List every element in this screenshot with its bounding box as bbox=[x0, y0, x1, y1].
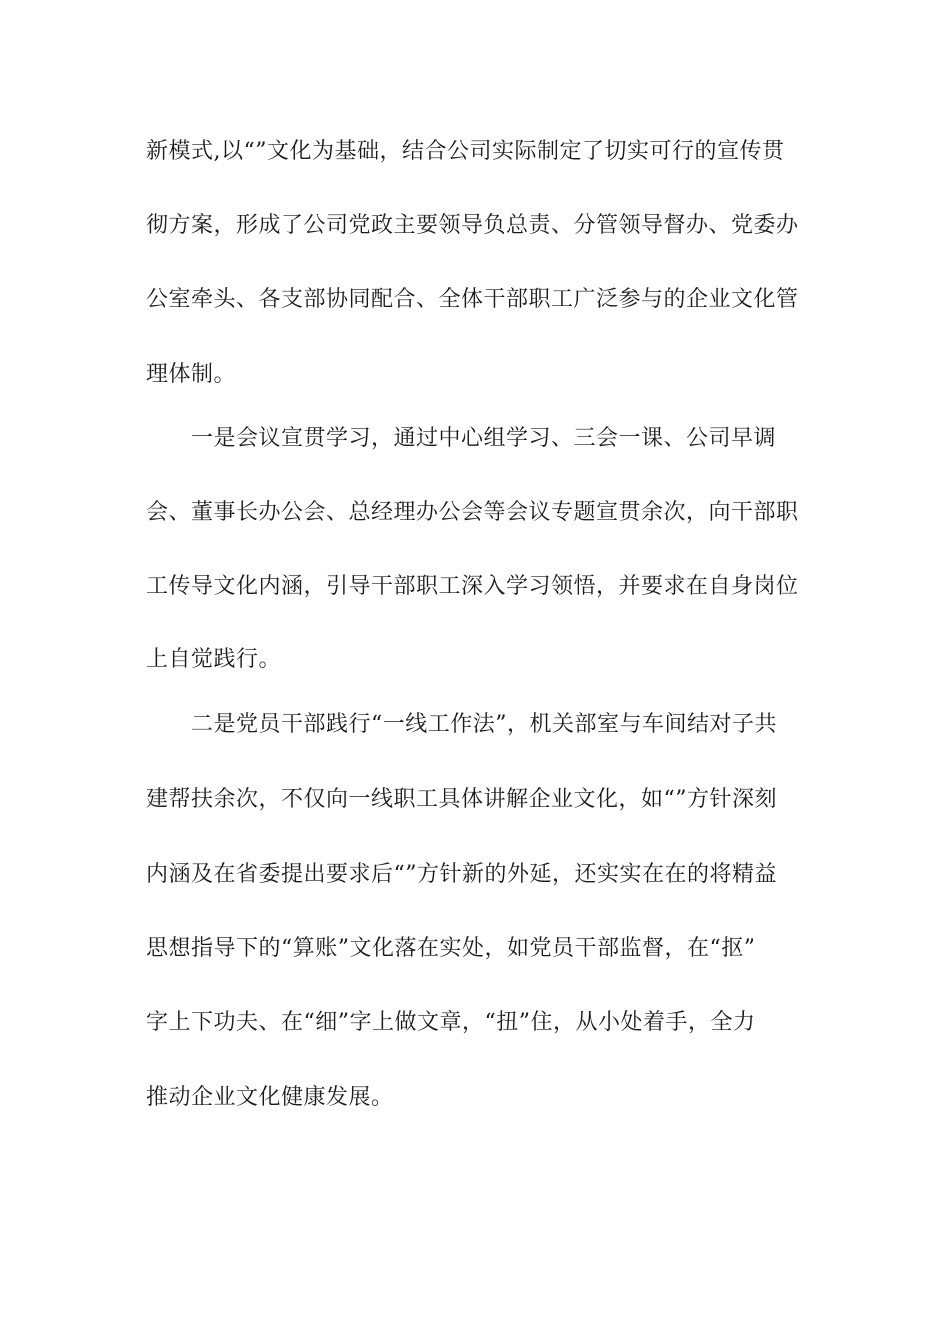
paragraph-3-line-3: 内涵及在省委提出要求后“”方针新的外延，还实实在在的将精益 bbox=[146, 862, 777, 887]
paragraph-1-line-1: 新模式,以“”文化为基础，结合公司实际制定了切实可行的宣传贯 bbox=[146, 139, 785, 164]
paragraph-2-line-3: 工传导文化内涵，引导干部职工深入学习领悟，并要求在自身岗位 bbox=[146, 574, 799, 599]
paragraph-2-line-4: 上自觉践行。 bbox=[146, 647, 282, 672]
paragraph-3-line-1: 二是党员干部践行“一线工作法”，机关部室与车间结对子共 bbox=[191, 712, 777, 737]
paragraph-3-line-6: 推动企业文化健康发展。 bbox=[146, 1085, 394, 1110]
paragraph-3-line-5: 字上下功夫、在“细”字上做文章，“扭”住，从小处着手，全力 bbox=[146, 1010, 756, 1035]
paragraph-1-line-4: 理体制。 bbox=[146, 362, 237, 387]
paragraph-2-line-1: 一是会议宣贯学习，通过中心组学习、三会一课、公司早调 bbox=[191, 426, 777, 451]
paragraph-1-line-3: 公室牵头、各支部协同配合、全体干部职工广泛参与的企业文化管 bbox=[146, 287, 799, 312]
paragraph-2-line-2: 会、董事长办公会、总经理办公会等会议专题宣贯余次，向干部职 bbox=[146, 500, 799, 525]
paragraph-1-line-2: 彻方案，形成了公司党政主要领导负总责、分管领导督办、党委办 bbox=[146, 213, 799, 238]
paragraph-3-line-4: 思想指导下的“算账”文化落在实处，如党员干部监督，在“抠” bbox=[146, 936, 756, 961]
paragraph-3-line-2: 建帮扶余次，不仅向一线职工具体讲解企业文化，如“”方针深刻 bbox=[146, 787, 777, 812]
